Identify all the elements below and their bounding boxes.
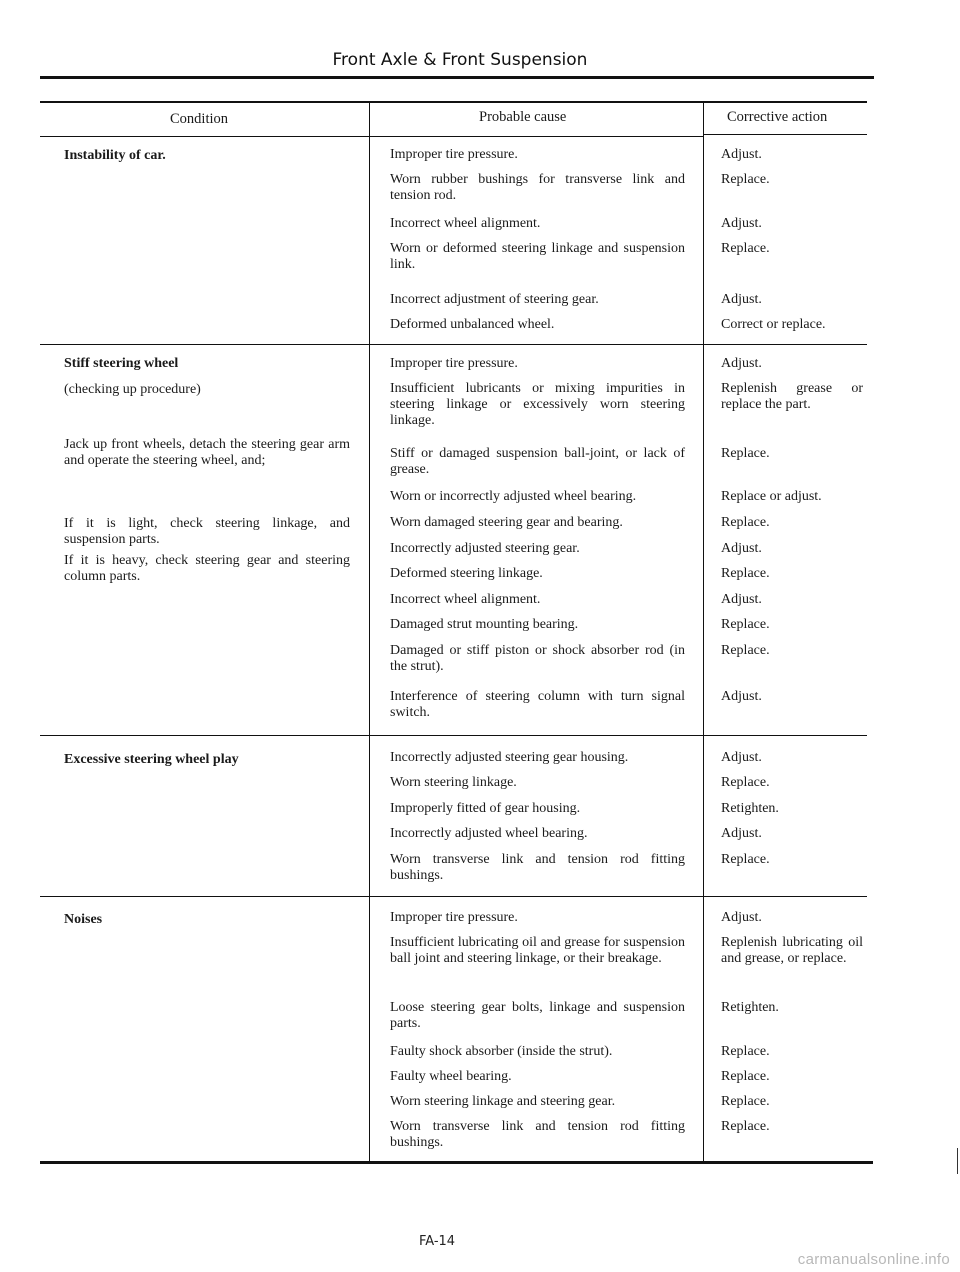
action-text: Replenish lubricating oil and grease, or replace.	[721, 935, 863, 966]
condition-instability	[64, 148, 354, 164]
action-text: Replace.	[721, 1119, 770, 1134]
cause-text: Deformed steering linkage.	[390, 566, 543, 581]
action-text: Replace.	[721, 1069, 770, 1084]
cause-text: Improper tire pressure.	[390, 356, 518, 371]
action-text: Retighten.	[721, 801, 779, 816]
header-bottom-rule-cause	[369, 136, 704, 137]
cause-text: Worn or deformed steering linkage and suspension link.	[390, 241, 685, 272]
cause-text: Damaged strut mounting bearing.	[390, 617, 579, 632]
group-divider-1	[40, 344, 867, 345]
column-divider-right	[703, 103, 704, 1164]
cause-text: Deformed unbalanced wheel.	[390, 317, 555, 332]
action-text: Replace.	[721, 775, 770, 790]
cause-text: Improperly fitted of gear housing.	[390, 801, 581, 816]
column-header-action: Corrective action	[727, 109, 828, 125]
action-text: Adjust.	[721, 910, 762, 925]
condition-excessive-play: Excessive steering wheel play	[64, 752, 239, 767]
cause-text: Worn or incorrectly adjusted wheel bearing.	[390, 489, 637, 504]
cause-text: Incorrect wheel alignment.	[390, 216, 541, 231]
cause-text: Improper tire pressure.	[390, 910, 518, 925]
action-text: Replace.	[721, 1094, 770, 1109]
cause-text: Insufficient lubricating oil and grease for suspension ball joint and steering linkage, or their breakage.	[390, 935, 685, 966]
page-title: Front Axle & Front Suspension	[332, 50, 588, 70]
cause-text: Worn rubber bushings for transverse link and tension rod.	[390, 172, 685, 203]
action-text: Adjust.	[721, 750, 762, 765]
cause-text: Incorrect wheel alignment.	[390, 592, 541, 607]
action-text: Replace.	[721, 643, 770, 658]
cause-text: Worn steering linkage.	[390, 775, 517, 790]
cause-text: Interference of steering column with turn signal switch.	[390, 689, 685, 720]
action-text: Adjust.	[721, 541, 762, 556]
header-rule	[40, 76, 874, 79]
action-text: Replace.	[721, 566, 770, 581]
cause-text: Incorrectly adjusted steering gear.	[390, 541, 580, 556]
action-text: Adjust.	[721, 356, 762, 371]
cause-text: Incorrect adjustment of steering gear.	[390, 292, 599, 307]
page-number: FA-14	[418, 1234, 456, 1249]
action-text: Replace.	[721, 515, 770, 530]
action-text: Correct or replace.	[721, 317, 826, 332]
cause-text: Improper tire pressure.	[390, 147, 518, 162]
cause-text: Worn damaged steering gear and bearing.	[390, 515, 623, 530]
watermark: carmanualsonline.info	[797, 1251, 950, 1268]
action-text: Replace or adjust.	[721, 489, 822, 504]
action-text: Replace.	[721, 852, 770, 867]
action-text: Replace.	[721, 241, 770, 256]
cause-text: Incorrectly adjusted steering gear housing.	[390, 750, 629, 765]
action-text: Adjust.	[721, 216, 762, 231]
column-header-condition: Condition	[170, 111, 229, 127]
table-top-rule	[40, 101, 867, 103]
cause-text: Faulty wheel bearing.	[390, 1069, 512, 1084]
action-text: Adjust.	[721, 826, 762, 841]
condition-procedure-light: If it is light, check steering linkage, and suspension parts.	[64, 516, 350, 547]
cause-text: Worn steering linkage and steering gear.	[390, 1094, 616, 1109]
action-text: Retighten.	[721, 1000, 779, 1015]
cause-text: Worn transverse link and tension rod fitting bushings.	[390, 1119, 685, 1150]
column-divider-left	[369, 103, 370, 1164]
action-text: Replenish grease or replace the part.	[721, 381, 863, 412]
action-text: Replace.	[721, 446, 770, 461]
condition-stiff-steering-title: Stiff steering wheel	[64, 356, 179, 371]
condition-procedure-label: (checking up procedure)	[64, 382, 201, 397]
cause-text: Loose steering gear bolts, linkage and suspension parts.	[390, 1000, 685, 1031]
condition-procedure-step: Jack up front wheels, detach the steering gear arm and operate the steering wheel, and;	[64, 437, 350, 468]
condition-noises: Noises	[64, 912, 103, 927]
condition-text: Instability of car.	[64, 148, 166, 163]
action-text: Adjust.	[721, 292, 762, 307]
action-text: Replace.	[721, 617, 770, 632]
margin-mark	[957, 1148, 958, 1174]
group-divider-3	[40, 896, 867, 897]
cause-text: Damaged or stiff piston or shock absorber rod (in the strut).	[390, 643, 685, 674]
cause-text: Incorrectly adjusted wheel bearing.	[390, 826, 588, 841]
action-text: Adjust.	[721, 592, 762, 607]
action-text: Adjust.	[721, 147, 762, 162]
action-text: Replace.	[721, 1044, 770, 1059]
header-bottom-rule	[40, 136, 370, 137]
table-bottom-rule	[40, 1161, 873, 1164]
cause-text: Worn transverse link and tension rod fitting bushings.	[390, 852, 685, 883]
cause-text: Insufficient lubricants or mixing impurities in steering linkage or excessively worn steering linkage.	[390, 381, 685, 428]
header-bottom-rule-action	[703, 134, 867, 135]
column-header-cause: Probable cause	[479, 109, 567, 125]
cause-text: Stiff or damaged suspension ball-joint, or lack of grease.	[390, 446, 685, 477]
group-divider-2	[40, 735, 867, 736]
action-text: Replace.	[721, 172, 770, 187]
cause-text: Faulty shock absorber (inside the strut).	[390, 1044, 613, 1059]
action-text: Adjust.	[721, 689, 762, 704]
condition-procedure-heavy: If it is heavy, check steering gear and steering column parts.	[64, 553, 350, 584]
